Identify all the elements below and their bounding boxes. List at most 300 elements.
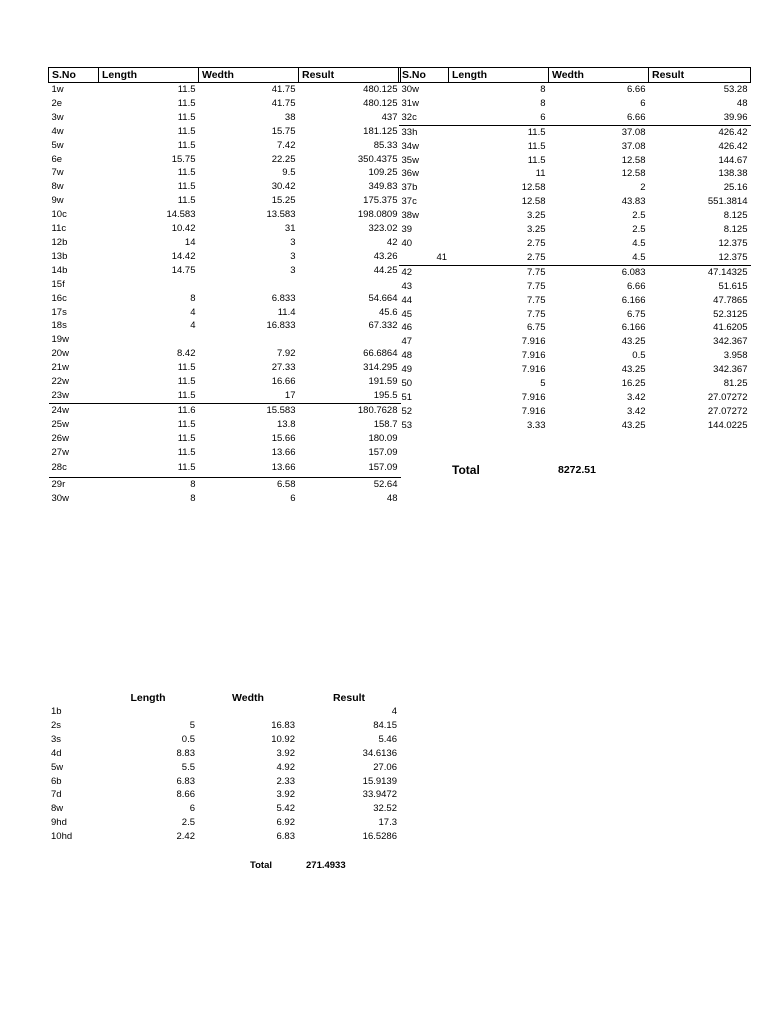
result-value: 51.615 [718,280,748,292]
length-value: 3.25 [527,224,546,236]
width-value: 6 [640,97,646,109]
length-value: 11.5 [177,462,196,474]
width-value: 12.58 [621,154,646,166]
row-id: 27w [51,446,69,458]
result-value: 25.16 [723,182,748,194]
header-length: Length [130,691,166,704]
width-value: 43.25 [621,419,646,431]
length-value: 14.42 [171,250,196,262]
width-value: 6.833 [271,292,296,304]
width-value: 6.58 [199,478,299,492]
header-row [49,68,401,83]
header-result: Result [332,691,366,704]
result-value: 157.09 [368,446,398,458]
row-id: 7w [51,167,64,179]
result-value: 43.26 [373,250,398,262]
table-row [49,459,401,478]
row-id: 40 [401,237,413,249]
table-2-total-label: Total [452,463,480,477]
table-row [399,125,751,139]
result-value: 109.25 [368,167,398,179]
table-row [48,719,400,733]
width-value: 7.92 [277,348,296,360]
row-id: 11c [51,223,67,235]
result-value: 84.15 [373,719,397,731]
table-row [48,733,400,747]
row-id: 50 [401,378,413,390]
table-row [399,405,751,419]
header-width: Wedth [232,691,264,704]
result-value: 342.367 [713,364,748,376]
row-id: 8w [51,181,64,193]
length-value [99,333,199,347]
result-value: 191.59 [368,376,398,388]
table-row [399,237,751,251]
length-value: 11.5 [177,125,196,137]
table-row [49,125,401,139]
result-value: 16.5286 [362,831,397,843]
result-value: 158.7 [373,418,398,430]
result-value: 180.7628 [299,403,401,417]
width-value: 6.66 [627,280,646,292]
width-value: 37.08 [621,140,646,152]
result-value: 138.38 [718,168,748,180]
table-row [49,319,401,333]
length-value: 8.42 [177,348,196,360]
table-row [49,264,401,278]
row-id [399,251,449,265]
length-value: 11.5 [177,195,196,207]
width-value: 3 [290,236,296,248]
length-value: 8 [540,84,546,95]
length-value: 7.75 [527,308,546,320]
width-value: 15.75 [271,125,296,137]
length-value: 3.25 [527,210,546,222]
width-value: 3 [290,264,296,276]
row-id: 38w [401,210,419,222]
length-value: 11 [535,168,546,180]
result-value: 39.96 [723,111,748,123]
row-id: 9hd [51,817,67,829]
result-value: 175.375 [363,195,398,207]
table-row [399,280,751,294]
header-width: Wedth [549,68,649,83]
width-value: 30.42 [271,181,296,193]
table-row [49,208,401,222]
width-value: 6.166 [621,294,646,306]
width-value: 13.8 [277,418,296,430]
table-row [49,139,401,153]
result-value: 12.375 [718,237,748,249]
length-value: 4 [190,306,196,318]
table-row [399,223,751,237]
row-id: 20w [51,348,69,360]
row-id: 7d [51,789,62,801]
width-value: 6.166 [621,322,646,334]
result-value: 8.125 [723,224,748,236]
row-id: 2s [51,719,62,731]
row-id: 3s [51,733,62,745]
width-value [198,705,298,719]
table-row [399,251,751,265]
length-value: 15.75 [171,153,196,165]
table-row [49,194,401,208]
row-id: 22w [51,376,69,388]
length-value: 11.5 [177,376,196,388]
row-id: 37b [401,182,418,194]
row-id: 25w [51,418,69,430]
table-row [399,377,751,391]
width-value: 16.833 [266,320,296,332]
result-value: 66.6864 [363,348,398,360]
result-value: 8.125 [723,210,748,222]
row-id: 4d [51,747,62,759]
result-value [299,278,401,292]
width-value: 2.5 [632,224,646,236]
width-value: 4.92 [276,761,295,773]
length-value: 11.5 [177,432,196,444]
row-id: 35w [401,154,419,166]
length-value: 2.75 [527,237,546,249]
table-row [399,419,751,433]
result-value: 195.5 [373,389,398,401]
row-id: 43 [401,280,413,292]
table-row [49,333,401,347]
result-value: 41.6205 [713,322,748,334]
table-row [49,166,401,180]
table-row [399,363,751,377]
table-row [399,321,751,335]
measurement-table-1 [48,67,401,506]
width-value: 2.5 [632,210,646,222]
length-value: 2.5 [181,817,195,829]
width-value: 41.75 [271,84,296,95]
measurement-table-2 [398,67,751,433]
table-row [399,335,751,349]
header-row [399,68,751,83]
row-id: 21w [51,362,69,374]
result-value: 426.42 [649,125,751,139]
result-value: 52.64 [299,478,401,492]
length-value: 7.75 [449,265,549,279]
length-value: 11.5 [527,140,546,152]
row-id: 5w [51,139,64,151]
width-value: 12.58 [621,168,646,180]
result-value: 32.52 [373,803,397,815]
width-value [199,333,299,347]
length-value: 11.5 [177,84,196,95]
table-3-total-value: 271.4933 [306,860,346,871]
length-value: 5 [189,719,195,731]
width-value: 5.42 [276,803,295,815]
width-value: 27.33 [271,362,296,374]
table-row [49,250,401,264]
length-value: 6 [540,111,546,123]
row-id: 33h [399,125,449,139]
length-value: 7.75 [527,280,546,292]
table-row [49,432,401,446]
row-id: 1w [51,84,64,95]
width-value: 3.42 [627,391,646,403]
row-id: 14b [51,264,68,276]
result-value: 4 [391,706,397,717]
width-value: 43.25 [621,336,646,348]
result-value: 45.6 [379,306,398,318]
width-value: 11.4 [277,306,296,318]
result-value: 426.42 [718,140,748,152]
row-id: 45 [401,308,413,320]
length-value: 3.33 [527,419,546,431]
table-row [399,391,751,405]
result-value: 157.09 [368,462,398,474]
width-value: 4.5 [632,237,646,249]
row-id: 24w [49,403,99,417]
row-id: 13b [51,250,68,262]
length-value: 11.5 [177,111,196,123]
width-value: 6.083 [549,265,649,279]
row-id: 15f [51,278,65,290]
table-row [48,830,400,844]
table-row [399,265,751,279]
row-id: 30w [51,493,69,505]
row-id: 3w [51,111,64,123]
table-row [49,83,401,97]
result-value: 27.06 [373,761,397,773]
length-value: 8.66 [176,789,195,801]
length-value: 14.75 [171,264,196,276]
length-value: 0.5 [181,733,195,745]
table-row [48,775,400,789]
table-row [399,140,751,154]
length-value: 8 [190,493,196,505]
width-value: 37.08 [549,125,649,139]
row-id: 32c [401,111,417,123]
length-value: 12.58 [521,196,546,208]
row-id: 23w [51,389,69,401]
row-id: 8w [51,803,64,815]
result-value: 33.9472 [362,789,397,801]
result-value: 180.09 [368,432,398,444]
table-row [49,492,401,506]
length-value: 7.916 [521,405,546,417]
table-row [49,111,401,125]
result-value: 3.958 [723,350,748,362]
table-row [399,111,751,125]
length-value: 7.916 [521,336,546,348]
length-value: 7.916 [521,364,546,376]
width-value: 2.33 [276,775,295,787]
row-id: 41 [436,251,448,263]
width-value: 9.5 [282,167,296,179]
length-value: 8 [190,292,196,304]
header-width: Wedth [199,68,299,83]
table-row [49,278,401,292]
result-value: 181.125 [363,125,398,137]
row-id: 6b [51,775,62,787]
length-value: 11.5 [177,139,196,151]
result-value: 350.4375 [357,153,398,165]
table-row [49,375,401,389]
table-row [399,167,751,181]
table-row [49,361,401,375]
length-value: 8.83 [176,747,195,759]
result-value: 437 [381,111,398,123]
length-value: 8 [540,97,546,109]
table-row [399,181,751,195]
table-row [49,97,401,111]
result-value: 85.33 [373,139,398,151]
width-value: 16.83 [271,719,295,731]
result-value: 67.332 [368,320,398,332]
length-value: 11.5 [177,167,196,179]
result-value: 314.295 [363,362,398,374]
result-value: 198.0809 [357,209,398,221]
width-value: 6.66 [627,84,646,95]
width-value: 2 [640,182,646,194]
row-id: 19w [51,334,69,346]
table-row [49,222,401,236]
result-value: 52.3125 [713,308,748,320]
row-id: 2e [51,97,63,109]
row-id: 30w [401,84,419,95]
table-row [399,83,751,97]
length-value: 11.5 [177,97,196,109]
table-row [49,478,401,492]
width-value: 6.92 [276,817,295,829]
width-value: 15.583 [199,403,299,417]
table-row [399,308,751,322]
row-id: 28c [51,462,67,474]
width-value: 6.66 [627,111,646,123]
row-id: 18s [51,320,67,332]
result-value: 47.14325 [649,265,751,279]
table-row [48,788,400,802]
result-value: 144.67 [718,154,748,166]
width-value: 4.5 [632,251,646,263]
row-id: 42 [399,265,449,279]
row-id: 16c [51,292,67,304]
width-value: 43.25 [621,364,646,376]
row-id: 5w [51,761,64,773]
table-row [49,292,401,306]
table-row [399,195,751,209]
length-value: 12.58 [521,182,546,194]
table-row [48,802,400,816]
table-row [48,747,400,761]
result-value: 27.07272 [707,391,748,403]
table-3-total-label: Total [250,860,272,871]
row-id: 48 [401,350,413,362]
length-value: 6.83 [176,775,195,787]
header-result: Result [299,68,401,83]
row-id: 9w [51,195,64,207]
result-value: 480.125 [363,84,398,95]
width-value: 6.83 [276,831,295,843]
width-value: 31 [284,223,296,235]
length-value: 7.916 [521,391,546,403]
table-row [49,418,401,432]
result-value: 48 [386,493,398,505]
result-value: 44.25 [373,264,398,276]
row-id: 44 [401,294,413,306]
width-value: 16.25 [621,378,646,390]
length-value: 11.5 [177,418,196,430]
table-row [49,153,401,167]
header-length: Length [99,68,199,83]
table-row [399,209,751,223]
length-value: 11.5 [449,125,549,139]
row-id: 46 [401,322,413,334]
length-value [98,705,198,719]
length-value: 11.5 [527,154,546,166]
length-value: 11.5 [177,389,196,401]
row-id: 26w [51,432,69,444]
table-row [49,180,401,194]
width-value: 3.92 [276,789,295,801]
length-value: 14 [184,236,196,248]
length-value: 10.42 [171,223,196,235]
table-row [48,816,400,830]
result-value: 480.125 [363,97,398,109]
length-value: 11.5 [177,181,196,193]
row-id: 6e [51,153,63,165]
result-value: 81.25 [723,378,748,390]
length-value: 6.75 [527,322,546,334]
row-id: 37c [401,196,417,208]
length-value: 7.916 [521,350,546,362]
row-id: 12b [51,236,68,248]
table-row [49,347,401,361]
row-id: 49 [401,364,413,376]
result-value: 349.83 [368,181,398,193]
width-value: 41.75 [271,97,296,109]
row-id: 47 [401,336,413,348]
length-value: 5 [540,378,546,390]
row-id: 52 [401,405,413,417]
result-value: 54.664 [368,292,398,304]
result-value: 27.07272 [707,405,748,417]
result-value: 551.3814 [707,196,748,208]
row-id: 39 [401,224,413,236]
row-id: 1b [51,706,62,717]
width-value: 38 [284,111,296,123]
table-row [399,294,751,308]
table-row [399,97,751,111]
width-value: 10.92 [271,733,295,745]
width-value: 3.42 [627,405,646,417]
table-row [49,306,401,320]
table-2-total-value: 8272.51 [558,464,596,476]
header-sno [48,691,98,705]
width-value: 6 [290,493,296,505]
header-sno: S.No [399,68,449,83]
length-value: 14.583 [166,209,196,221]
width-value: 22.25 [271,153,296,165]
length-value: 11.5 [177,446,196,458]
width-value: 13.583 [266,209,296,221]
row-id: 36w [401,168,419,180]
length-value: 8 [99,478,199,492]
width-value: 7.42 [277,139,296,151]
measurement-table-3 [48,691,400,844]
row-id: 10c [51,209,67,221]
result-value: 144.0225 [707,419,748,431]
header-sno: S.No [49,68,99,83]
header-length: Length [449,68,549,83]
length-value [99,278,199,292]
row-id: 17s [51,306,67,318]
row-id: 29r [49,478,99,492]
